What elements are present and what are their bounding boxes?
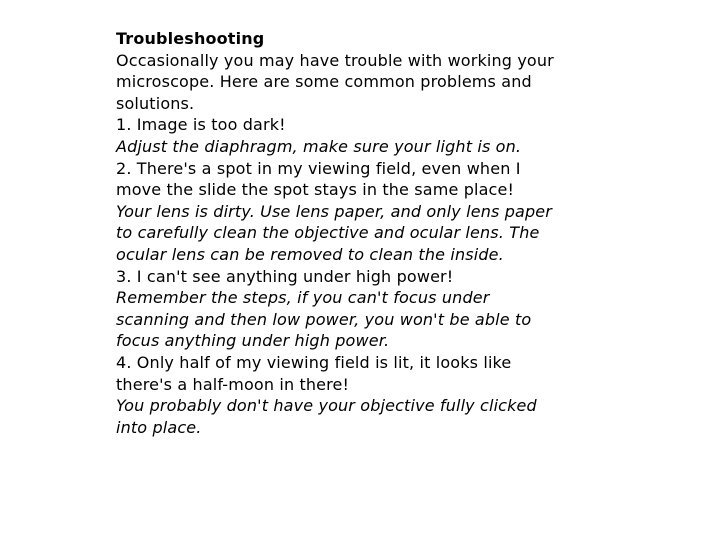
problem-1-answer: Adjust the diaphragm, make sure your light is on. — [116, 136, 522, 156]
intro-line: microscope. Here are some common problems and — [116, 72, 532, 92]
problem-2-answer: ocular lens can be removed to clean the inside. — [116, 244, 504, 264]
problem-4-answer: into place. — [116, 417, 202, 437]
slide-title: Troubleshooting — [116, 29, 265, 48]
troubleshooting-slide — [116, 28, 616, 438]
problem-2-question: move the slide the spot stays in the same place! — [116, 180, 515, 200]
problem-4 — [116, 352, 616, 438]
problem-3-answer: scanning and then low power, you won't be able to — [116, 309, 532, 329]
problem-1 — [116, 114, 616, 157]
problem-3-answer: focus anything under high power. — [116, 331, 390, 351]
intro-line: Occasionally you may have trouble with working your — [116, 50, 554, 70]
problem-4-question: 4. Only half of my viewing field is lit, it looks like — [116, 352, 512, 372]
intro-line: solutions. — [116, 93, 195, 113]
problem-3-question: 3. I can't see anything under high power! — [116, 266, 454, 286]
problem-2-question: 2. There's a spot in my viewing field, even when I — [116, 158, 521, 178]
problem-4-question: there's a half-moon in there! — [116, 374, 350, 394]
problem-1-question: 1. Image is too dark! — [116, 115, 286, 135]
problem-3 — [116, 266, 616, 352]
problem-3-answer: Remember the steps, if you can't focus under — [116, 288, 490, 308]
problem-4-answer: You probably don't have your objective fully clicked — [116, 396, 537, 416]
problem-2 — [116, 158, 616, 266]
intro-paragraph — [116, 50, 616, 115]
problem-2-answer: Your lens is dirty. Use lens paper, and only lens paper — [116, 201, 553, 221]
problem-2-answer: to carefully clean the objective and ocular lens. The — [116, 223, 540, 243]
